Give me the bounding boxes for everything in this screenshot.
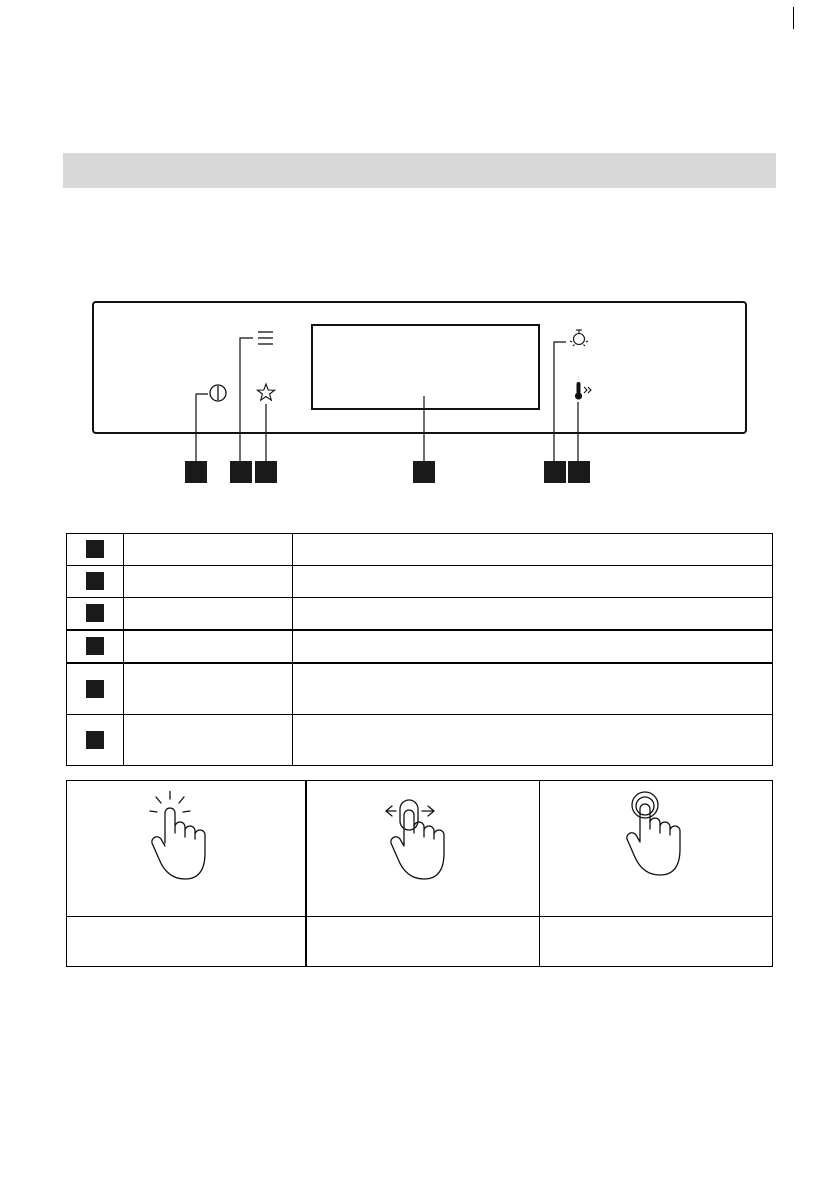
legend-name bbox=[124, 663, 293, 715]
callout-1 bbox=[185, 461, 207, 483]
legend-row bbox=[67, 598, 773, 631]
callout-2 bbox=[230, 461, 252, 483]
callout-leader-lines bbox=[196, 338, 578, 461]
legend-row bbox=[67, 630, 773, 663]
gesture-cell-slide bbox=[305, 781, 541, 966]
touch-and-hold-gesture-icon bbox=[617, 791, 697, 891]
legend-description bbox=[293, 630, 773, 663]
legend-row bbox=[67, 715, 773, 766]
control-panel-outline bbox=[93, 302, 746, 433]
legend-description bbox=[293, 566, 773, 598]
slide-gesture-icon bbox=[384, 791, 464, 891]
gesture-cell-touch-and-hold bbox=[539, 781, 773, 966]
menu-icon bbox=[258, 332, 273, 344]
callout-square-5 bbox=[86, 680, 104, 698]
callout-6 bbox=[568, 461, 590, 483]
tap-gesture-icon bbox=[146, 791, 226, 891]
legend-description bbox=[293, 598, 773, 631]
legend-name bbox=[124, 598, 293, 631]
star-icon bbox=[257, 384, 274, 400]
legend-row bbox=[67, 566, 773, 598]
page-corner-mark bbox=[793, 7, 794, 29]
callout-square-6 bbox=[86, 731, 104, 749]
display-screen bbox=[312, 325, 539, 409]
legend-description bbox=[293, 663, 773, 715]
callout-3 bbox=[255, 461, 277, 483]
callout-4 bbox=[413, 461, 435, 483]
gesture-cell-tap bbox=[67, 781, 305, 966]
callout-5 bbox=[544, 461, 566, 483]
callout-square-3 bbox=[86, 604, 104, 622]
legend-row bbox=[67, 534, 773, 566]
callout-square-1 bbox=[86, 540, 104, 558]
legend-name bbox=[124, 715, 293, 766]
legend-row bbox=[67, 663, 773, 715]
thermometer-icon bbox=[575, 382, 591, 400]
gesture-table bbox=[66, 780, 773, 967]
lamp-icon bbox=[570, 330, 588, 346]
legend-name bbox=[124, 534, 293, 566]
legend-name bbox=[124, 630, 293, 663]
legend-table bbox=[66, 533, 773, 766]
on-off-icon bbox=[210, 385, 226, 401]
callout-square-4 bbox=[86, 637, 104, 655]
section-heading-bar bbox=[63, 153, 776, 188]
gesture-row-divider bbox=[67, 916, 772, 917]
legend-name bbox=[124, 566, 293, 598]
legend-description bbox=[293, 715, 773, 766]
legend-description bbox=[293, 534, 773, 566]
callout-square-2 bbox=[86, 572, 104, 590]
control-panel-diagram bbox=[90, 298, 750, 498]
